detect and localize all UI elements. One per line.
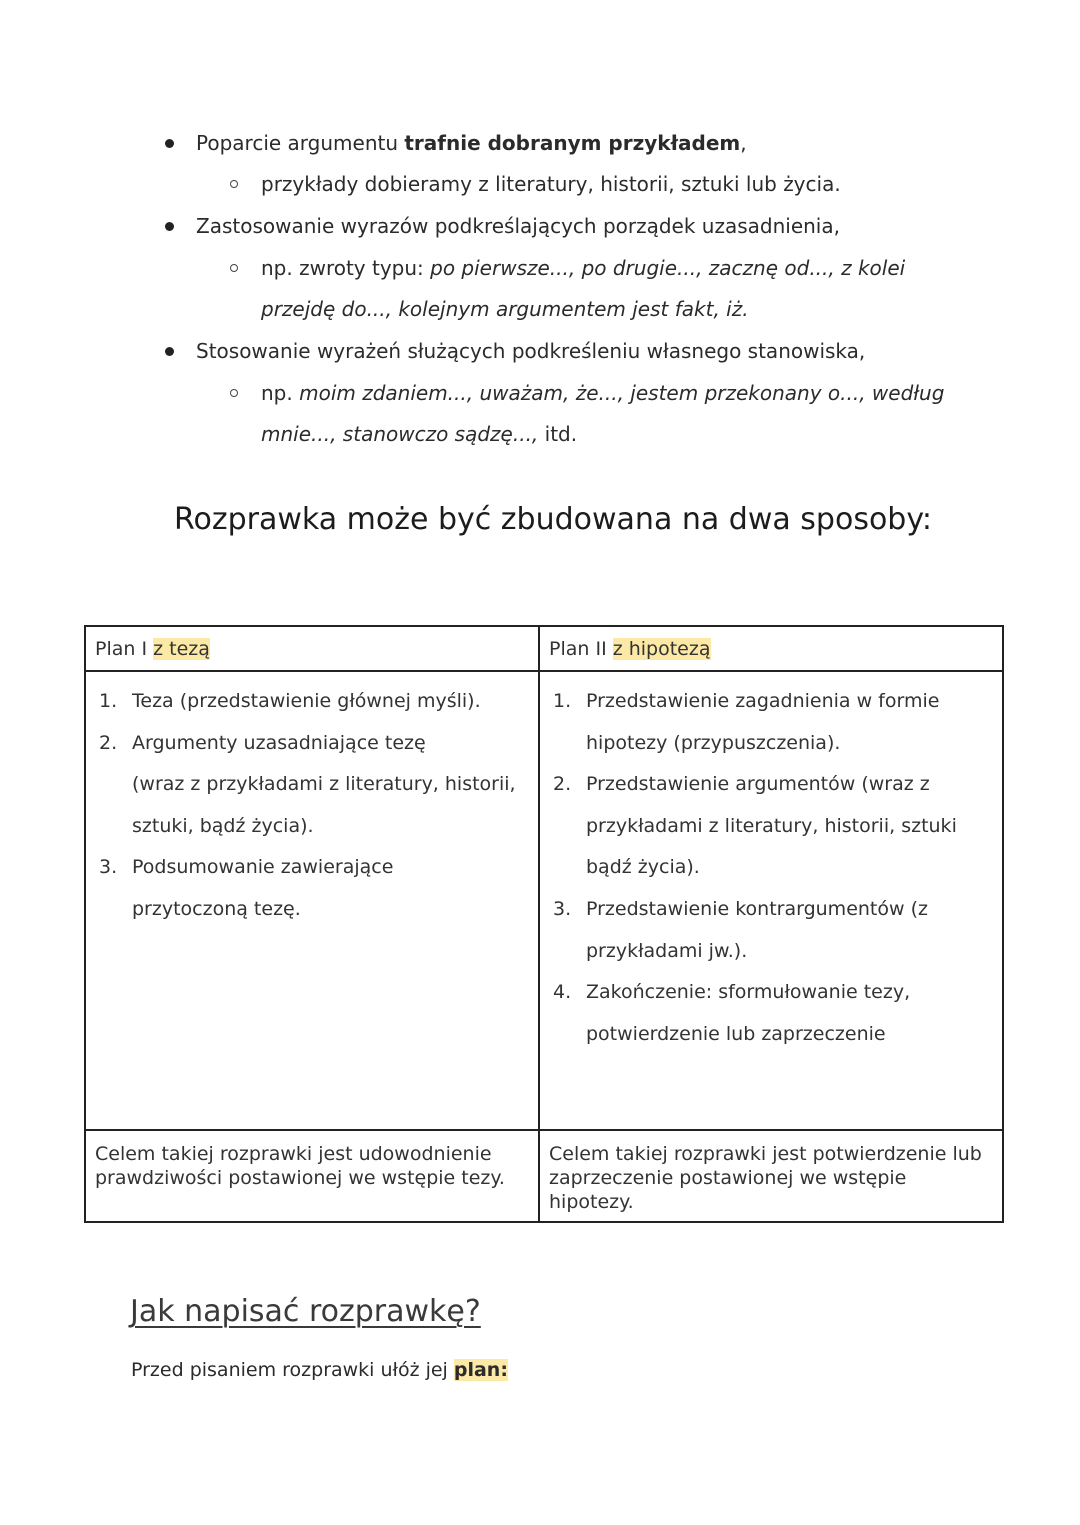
bullet-1-sub: przykłady dobieramy z literatury, historii, sztuki lub życia. (261, 172, 841, 196)
plan-2-step-cont: przykładami z literatury, historii, sztuki (586, 814, 957, 837)
plan-1-step-cont: przytoczoną tezę. (132, 897, 301, 920)
plan-2-step-cont: przykładami jw.). (586, 939, 748, 962)
plan-1-highlight: z tezą (153, 638, 210, 660)
plan-highlight: plan: (453, 1359, 508, 1381)
bullet-2: Zastosowanie wyrazów podkreślających porządek uzasadnienia, (196, 214, 840, 238)
bullet-2-sub-line2: przejdę do..., kolejnym argumentem jest fakt, iż. (261, 297, 749, 321)
bullet-3-sub-line1: np. moim zdaniem..., uważam, że..., jestem przekonany o..., według (261, 381, 945, 405)
plan-1-step-cont: sztuki, bądź życia). (132, 814, 314, 837)
intro-text: Przed pisaniem rozprawki ułóż jej plan: (131, 1359, 508, 1381)
plan-1-step: 1. Teza (przedstawienie głównej myśli). (99, 690, 481, 712)
section-heading: Rozprawka może być zbudowana na dwa sposoby: (174, 502, 933, 537)
plan-1-step: 2. Argumenty uzasadniające tezę (99, 731, 426, 754)
plan-2-step: 3. Przedstawienie kontrargumentów (z (553, 897, 928, 920)
bullet-dot (165, 347, 174, 356)
plan-1-step-cont: (wraz z przykładami z literatury, historii, (132, 773, 516, 796)
plan-2-step-cont: bądź życia). (586, 856, 700, 879)
plan-1-footer: Celem takiej rozprawki jest udowodnienie prawdziwości postawionej we wstępie tezy. (85, 1130, 539, 1222)
plan-2-step: 2. Przedstawienie argumentów (wraz z (553, 773, 930, 796)
bullet-dot (165, 139, 174, 148)
sub-bullet-ring (230, 180, 238, 188)
bullet-3: Stosowanie wyrażeń służących podkreśleniu własnego stanowiska, (196, 339, 866, 363)
how-to-heading: Jak napisać rozprawkę? (130, 1294, 481, 1329)
plan-1-step: 3. Podsumowanie zawierające (99, 856, 394, 879)
plan-2-step: 1. Przedstawienie zagadnienia w formie (553, 690, 940, 712)
plan-2-steps (539, 671, 1003, 1130)
sub-bullet-ring (230, 264, 238, 272)
plan-1-header: Plan I z tezą (85, 626, 539, 671)
bullet-dot (165, 222, 174, 231)
plan-2-step-cont: hipotezy (przypuszczenia). (586, 731, 841, 754)
plan-2-highlight: z hipotezą (612, 638, 711, 660)
plan-2-step: 4. Zakończenie: sformułowanie tezy, (553, 981, 911, 1004)
plan-2-footer: Celem takiej rozprawki jest potwierdzenie lub zaprzeczenie postawionej we wstępie hipotezy. (539, 1130, 1003, 1222)
plan-2-step-cont: potwierdzenie lub zaprzeczenie (586, 1022, 886, 1045)
bullet-2-sub-line1: np. zwroty typu: po pierwsze..., po drugie..., zacznę od..., z kolei (261, 256, 906, 280)
sub-bullet-ring (230, 389, 238, 397)
bullet-3-sub-line2: mnie..., stanowczo sądzę..., itd. (261, 422, 578, 446)
plan-1-steps (85, 671, 539, 1130)
plans-table (84, 625, 1004, 1223)
bullet-1: Poparcie argumentu trafnie dobranym przykładem, (196, 131, 747, 155)
plan-2-header: Plan II z hipotezą (539, 626, 1003, 671)
